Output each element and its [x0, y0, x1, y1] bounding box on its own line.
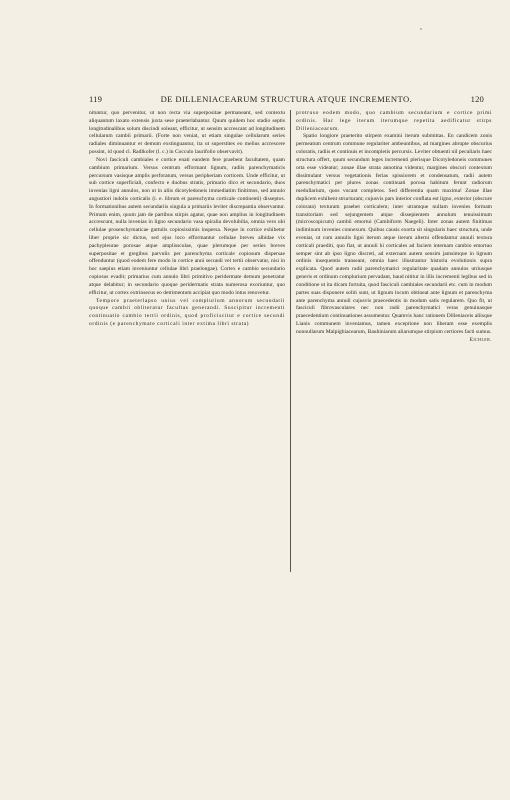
paragraph: protruso eodem modo, quo cambium secundarium e cortice primi ordinis. Hac lege iterum iterumque repetita aedificatur stirps Dilleniacearum. — [296, 110, 492, 132]
paragraph: nituntur, quo pervenitur, ut non recta via superpositae permaneant, sed contextu aliquantum laxato extensis juxta sese praeterlabantur. Quum quidem hoc stadio septis longitudinalibus solum discindi soleant, efficitur, ut sensim accrescant ad longitudinem cellularum cambii primarii. (Forte non veniat, ut etiam singulae cellularum series radiales diminuantur et demum exstinguantur, ita ut superstites eo melius accrescere possint, id quod cl. Radlkofer (l. c.) in Cocculo laurifolio observavit). — [89, 110, 285, 156]
page-number-right: 120 — [470, 94, 484, 104]
running-title: DE DILLENIACEARUM STRUCTURA ATQUE INCREMENTO. — [160, 94, 413, 104]
running-header — [89, 92, 484, 106]
paragraph: Spatio longiore praeterito stirpem examini iterum submittas. En candicem zonis permeatum centrum commune regulariter ambeuntibus, ad margines abrupte obscurius coloratis, radiis et continuis et incompletis percursis. Leviter obtuenti nil peculiaris haec structura offert, quum secundum leges incrementi plerisque Dicotyledoneis communes orta esse videatur; zonae illae strata annotina videntur, margines obscuri contextum dissimulant versus vegetationis ferias spissiorem et condensatum, radii autem parenchymatici per plures zonas continuati porosa habitum ferunt radiorum medullarium, quos vocant completos. Sed differentia quam maxima! Zonae illae duplicem exhibent structuram; cujusvis pars interior conflata est ligno, exterior (obscure colorata) texturam praebet corticalem; inter utramque nullam invenies formam transitoriam sed sejungentem atque dissepientem annulum tenuissimum (microscopicum) cambii emortui (Cambiform Naegeli). Inter zonas autem finitimas indiminum invenies connexum. Quibus causis exorta sit singularis haec structura, unde eveniat, ut cum annulis ligni iterum atque iterum alterni offendantur annuli textura corticali praediti, quo fiat, ut annuli hi corticales ad faciem internam cambio emortuo semper sint ab ipso ligno discreti, ad externam autem sensim jamsimque in lignum ordinis insequentis transeant, omnia haec illustrantur historia evolutionis supra explicata. Quod autem radii parenchymatici regularitate quadam annulos utriusque generis et ordinum complurium pervadant, haud nititur in illis incrementi legibus sed in conditione ut ita dicam fortuita, quod fasciculi cambiales secundarii etc. cum in modum partes suas disponere soliti sunt, ut lignum locum obtineat ante lignum et parenchyma ante parenchyma annuli cujusvis praecedentis in modum satis regularem. Quo fit, ut fasciculi fibrovasculares nec non radii parenchymatici veras genuinasque praecedentium continuationes assumentur. Quamvis hanc rationem Dilleniaceis aliisque Lianis communem inveniamus, tamen exceptione non liberam esse exemplis nonnullarum Malpighiacearum, Bauhiniarum aliarumque stirpium certiores facti sumus. — [296, 133, 492, 335]
paragraph: Novi fasciculi cambiales e cortice enati eandem fere praebent facultatem, quam cambium primarium. Versus centrum efformant lignum, radiis parenchymaticis percursum vasisque amplis perforatum, versus peripheriam corticem. Unde efficitur, ut sub cortice superficiali, confecto e duobus stratis, primario dico et secundario, duos invenias ligni annulos, non ut in aliis dicotyledoneis immediatim finitimos, sed annulo angustiori indolis corticalis (i. e. librum et parenchyma corticale continenti) disseptos. In formationibus autem secundariis singula a primariis leviter discrepantia observantur. Primum enim, quum jam de partibus stirpis agatur, quae non amplius in longitudinem accrescunt, nulla invenias in ligno secundario vasa spiralia devolubilia, omnia vero ubi cellulae prosenchymaticae guttulis copiosissimis inspersa. Neque in cortice exhibetur liber proprie sic dictus, sed ejus loco efformantur cellulae breves albidae vix pachypleurae porosae atque amplissculae, quae plerumque per series breves superpositae et gregibus parvulis per parenchyma corticale copiosum dispersae offenduntur (quod eodem fere modo in cortice anni secundi vel tertii observatur, nisi in hoc saepius etiam inveniuntur cellulae libri praelongae). Cortex e cambio secundario copiosus evadit; primarius cum annulo libri primitivo peridermate demum penetratur atque delabitur; in secundario quoque peridermatis strata numerosa exoriuntur, quo efficitur, ut cortex extrinsecus eo detrimentum accipiat quo modo intus renovetur. — [89, 156, 285, 296]
paragraph: Tempore praeterlapso unius vel complurium annorum secundarii quoque cambii obliteratur facultas generandi. Suscipitur incrementi continuatio cambio tertii ordinis, quod proficiscitur e cortice secundi ordinis (e parenchymate corticali inter extima libri strata) — [89, 297, 285, 327]
page-speck — [420, 28, 422, 30]
author-signature: Eichler. — [469, 336, 492, 343]
left-column — [89, 110, 285, 570]
right-column — [296, 110, 492, 368]
column-divider — [290, 110, 291, 572]
page-number-left: 119 — [89, 94, 103, 104]
